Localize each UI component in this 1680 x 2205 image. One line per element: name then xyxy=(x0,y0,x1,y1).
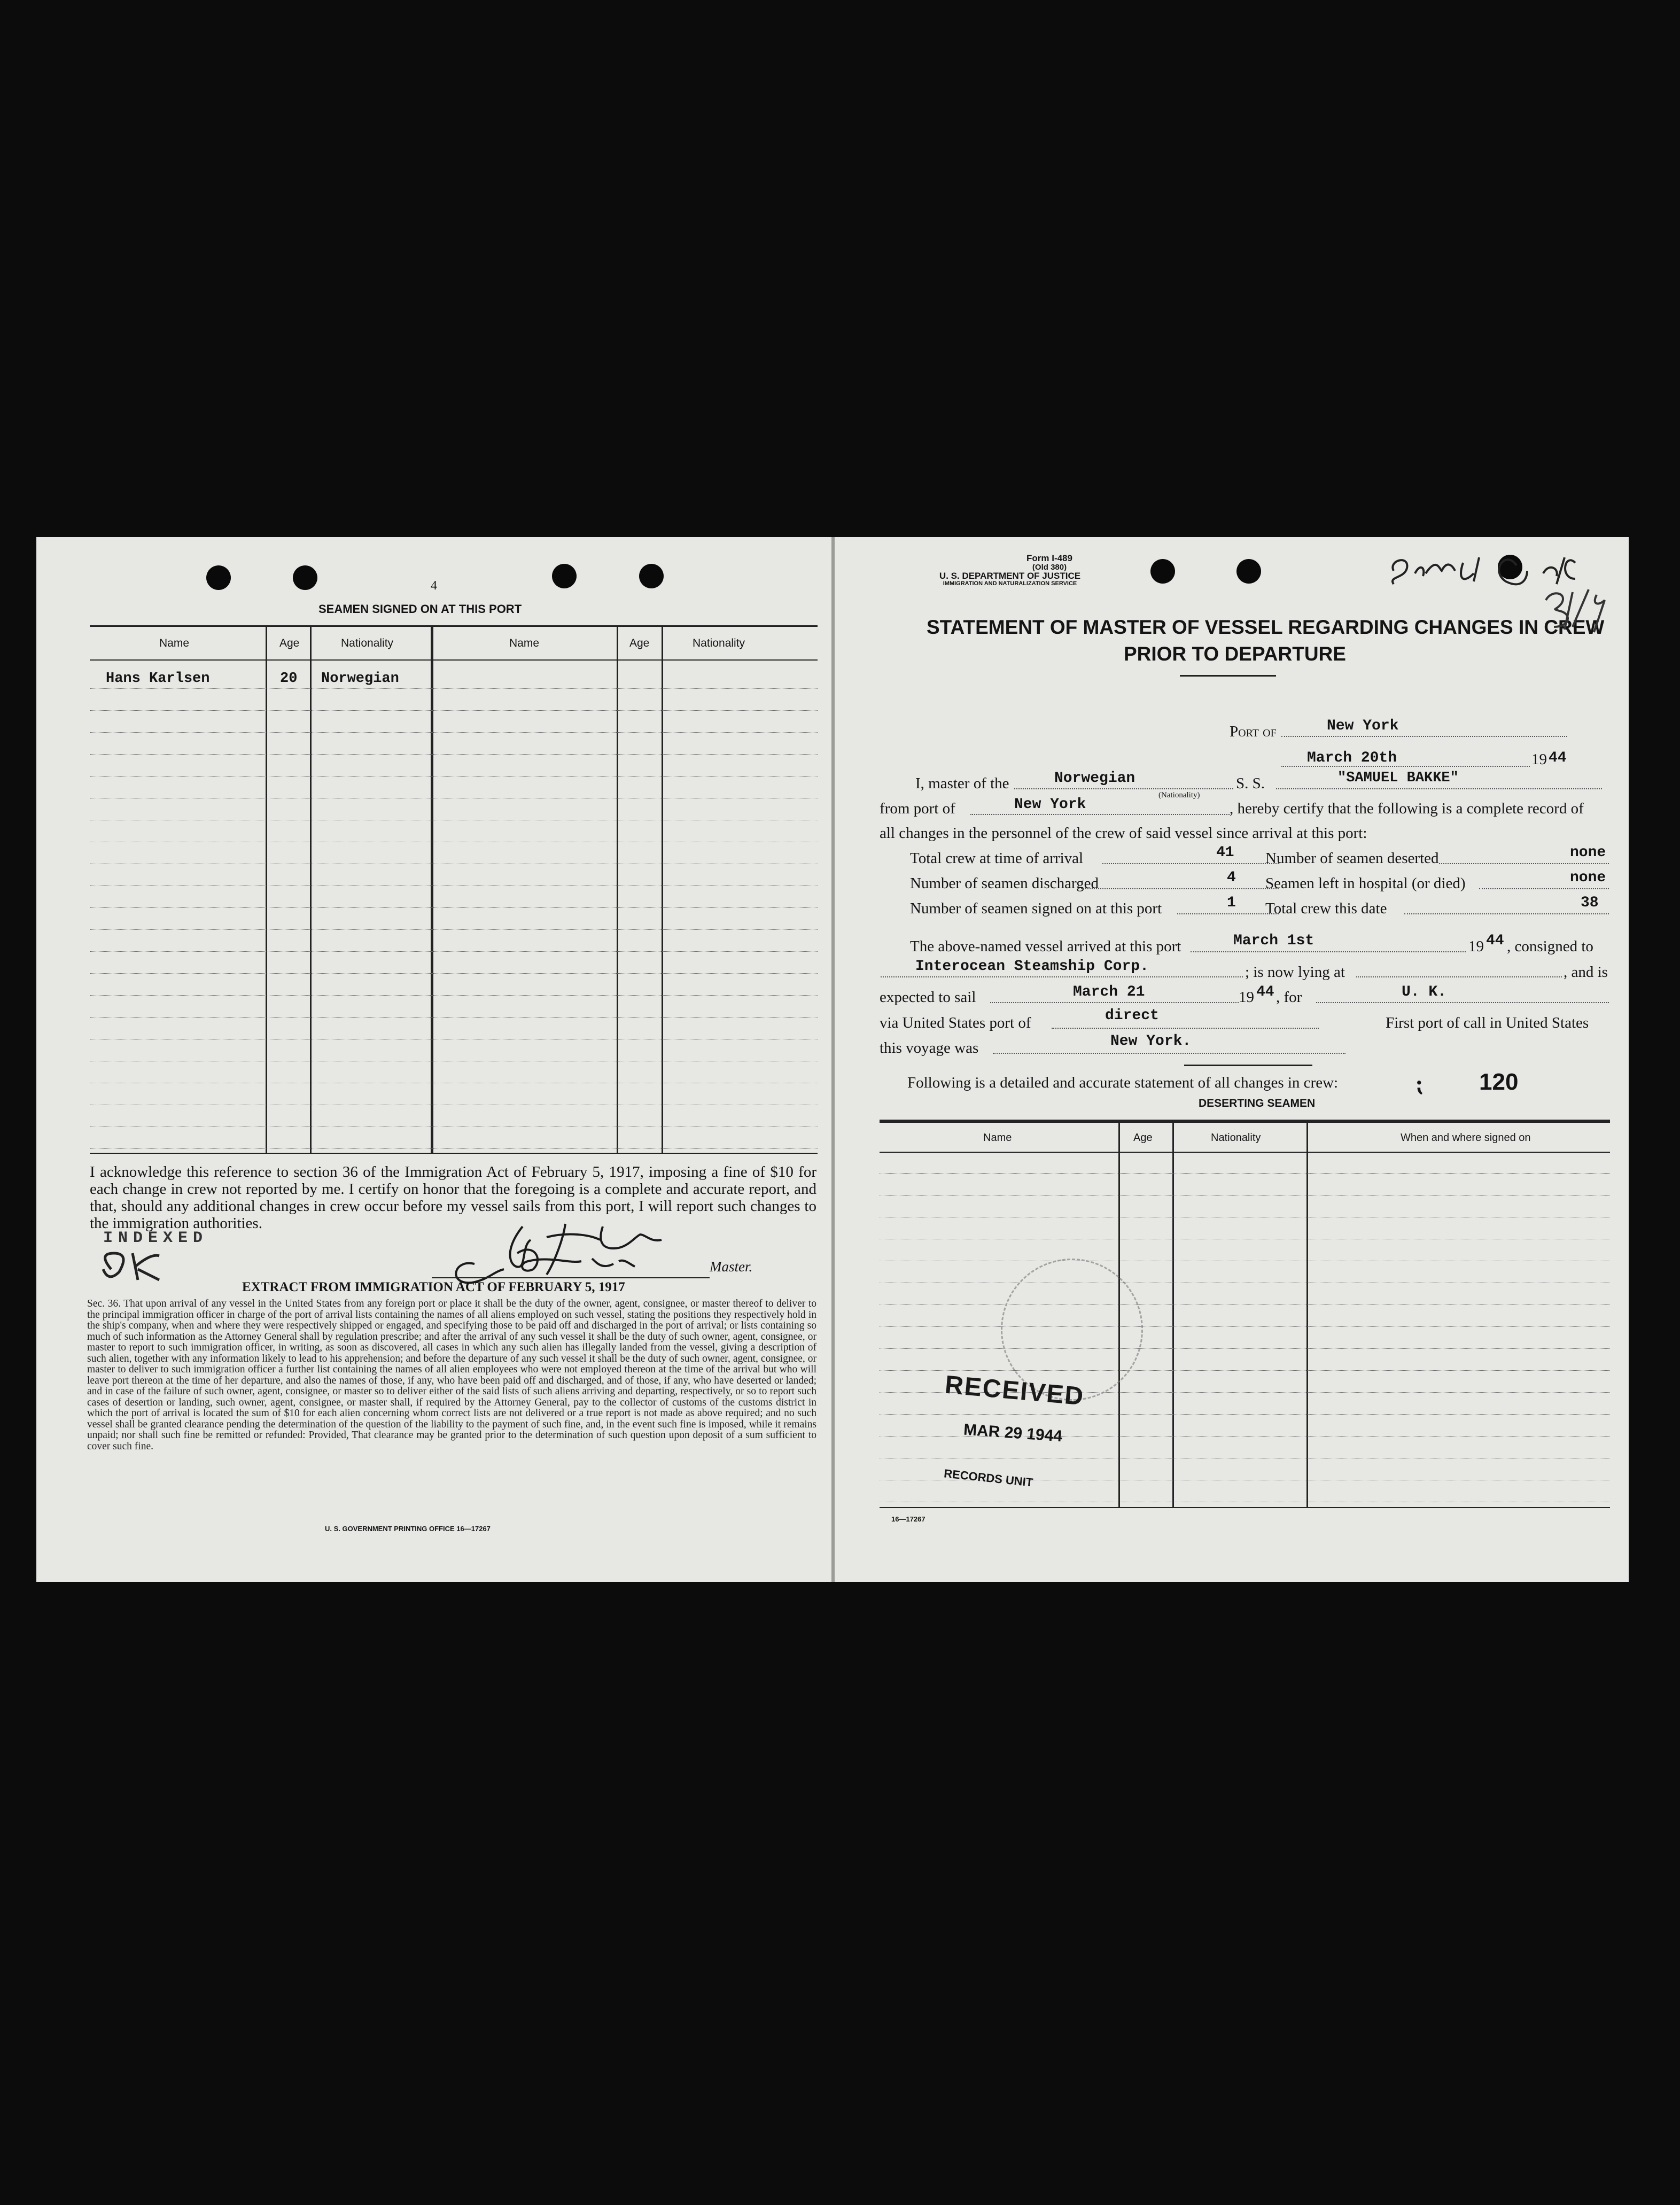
table-row-line xyxy=(90,907,818,908)
and-is-label: , and is xyxy=(1564,964,1608,981)
stat-label: Number of seamen signed on at this port xyxy=(910,900,1162,917)
punch-hole xyxy=(552,564,577,588)
stat-label: Number of seamen discharged xyxy=(910,875,1099,892)
master-signature xyxy=(442,1216,742,1285)
table-row-line xyxy=(90,1017,818,1018)
table-row-line xyxy=(90,929,818,930)
arrived-label: The above-named vessel arrived at this port xyxy=(910,938,1181,955)
consignee: Interocean Steamship Corp. xyxy=(915,958,1149,975)
column-header: Nationality xyxy=(693,637,745,649)
stat-label: Seamen left in hospital (or died) xyxy=(1265,875,1466,892)
ss-label: S. S. xyxy=(1236,775,1265,792)
sail-date: March 21 xyxy=(1073,984,1145,1000)
stat-label: Number of seamen deserted xyxy=(1265,850,1439,867)
table-row-line xyxy=(880,1370,1610,1371)
table-row-line xyxy=(880,1414,1610,1415)
certify-text-2: all changes in the personnel of the crew of said vessel since arrival at this port: xyxy=(880,825,1367,842)
seaman-nationality: Norwegian xyxy=(321,671,399,687)
arrived-year-prefix: 19 xyxy=(1468,938,1484,955)
column-header: Nationality xyxy=(1211,1132,1261,1144)
column-header: Age xyxy=(279,637,300,649)
sail-year: 44 xyxy=(1256,984,1274,1000)
seaman-age: 20 xyxy=(280,671,298,687)
column-header: Name xyxy=(509,637,540,649)
master-label: Master. xyxy=(710,1259,753,1275)
certify-text: , hereby certify that the following is a complete record of xyxy=(1230,800,1584,817)
table-row-line xyxy=(880,1348,1610,1349)
table-row-line xyxy=(90,973,818,974)
via-label: via United States port of xyxy=(880,1014,1031,1031)
destination: U. K. xyxy=(1402,984,1447,1000)
table-row-line xyxy=(90,776,818,777)
first-port-label: First port of call in United States xyxy=(1386,1014,1589,1031)
seaman-name: Hans Karlsen xyxy=(106,671,210,687)
from-port-label: from port of xyxy=(880,800,955,817)
form-title: STATEMENT OF MASTER OF VESSEL REGARDING CHANGES IN CREW xyxy=(927,616,1605,638)
table-row-line xyxy=(90,951,818,952)
stat-value: 41 xyxy=(1216,844,1234,861)
stat-value: 4 xyxy=(1227,869,1236,886)
department: U. S. DEPARTMENT OF JUSTICE xyxy=(939,571,1081,581)
table-row-line xyxy=(90,754,818,755)
ok-initials xyxy=(95,1248,218,1285)
consigned-label: , consigned to xyxy=(1507,938,1593,955)
voyage-label: this voyage was xyxy=(880,1039,979,1057)
column-header: Age xyxy=(629,637,650,649)
punch-hole xyxy=(639,564,664,588)
arrived-year: 44 xyxy=(1486,933,1504,949)
stat-label: Total crew this date xyxy=(1265,900,1387,917)
date-value: March 20th xyxy=(1307,750,1397,766)
following-label: Following is a detailed and accurate statement of all changes in crew: xyxy=(907,1074,1339,1091)
table-row-line xyxy=(90,1148,818,1149)
arrived-value: March 1st xyxy=(1233,933,1315,949)
stat-value: 38 xyxy=(1581,895,1599,911)
table-row-line xyxy=(880,1326,1610,1327)
sail-year-prefix: 19 xyxy=(1239,989,1254,1006)
table-row-line xyxy=(90,995,818,996)
printer-line: U. S. GOVERNMENT PRINTING OFFICE 16—17267 xyxy=(325,1525,491,1533)
form-subtitle: PRIOR TO DEPARTURE xyxy=(1124,643,1346,665)
extract-text: Sec. 36. That upon arrival of any vessel in the United States from any foreign port or place it shall be the duty of the owner, agent, consignee, or master thereof to deliver to the principal immigration officer in charge of the port of arrival lists containing the names of all aliens employed on such vessel, stating the positions they respectively hold in the ship's company, when and where they were respectively shipped or engaged, and specifying those to be paid off and discharged in the port of arrival; or lists containing so much of such information as the Attorney General shall by regulation prescribe; and after the arrival of any such vessel it shall be the duty of such owner, agent, consignee, or master to report to such immigration officer, in writing, as soon as discovered, all cases in which any such alien has illegally landed from the vessel, giving a description of such alien, together with any information likely to lead to his apprehension; and before the departure of any such vessel it shall be the duty of such owner, agent, consignee, or master to deliver to such immigration officer a further list containing the names of all alien employees who were not employed thereon at the time of the arrival but who will leave port thereon at the time of her departure, and also the names of those, if any, who have been paid off and discharged, and of those, if any, who have deserted or landed; and in case of the failure of such owner, agent, consignee, or master so to deliver either of the said lists of such aliens arriving and departing, respectively, or so to report such cases of desertion or landing, such owner, agent, consignee, or master shall, if required by the Attorney General, pay to the collector of customs of the customs district in which the port of arrival is located the sum of $10 for each alien concerning whom correct lists are not delivered or a true report is not made as above required; and no such vessel shall be granted clearance pending the determination of the question of the liability to the payment of such fine, and, in the event such fine is imposed, while it remains unpaid; nor shall such fine be remitted or refunded: Provided, That clearance may be granted prior to the determination of such question upon deposit of a sum sufficient to cover such fine. xyxy=(87,1298,816,1452)
service: IMMIGRATION AND NATURALIZATION SERVICE xyxy=(943,580,1077,587)
page-fold xyxy=(831,537,835,1582)
table-row-line xyxy=(90,732,818,733)
received-date: MAR 29 1944 xyxy=(963,1420,1063,1446)
stat-label: Total crew at time of arrival xyxy=(910,850,1084,867)
corner-signature xyxy=(1383,541,1639,638)
stat-value: none xyxy=(1570,844,1606,861)
from-port-value: New York xyxy=(1014,796,1086,813)
for-label: , for xyxy=(1276,989,1302,1006)
voyage-value: New York. xyxy=(1110,1033,1192,1050)
table-row-line xyxy=(880,1173,1610,1174)
section-title: SEAMEN SIGNED ON AT THIS PORT xyxy=(318,602,522,616)
column-header: Age xyxy=(1133,1132,1153,1144)
table-row-line xyxy=(90,688,818,689)
port-value: New York xyxy=(1327,718,1399,734)
column-header: When and where signed on xyxy=(1401,1132,1531,1144)
year-value: 44 xyxy=(1549,750,1567,766)
received-stamp: RECEIVED xyxy=(944,1370,1086,1411)
punch-hole xyxy=(1150,559,1175,584)
punch-hole xyxy=(206,565,231,590)
form-number: Form I-489 xyxy=(1026,553,1072,563)
column-header: Name xyxy=(983,1132,1012,1144)
page-number: 4 xyxy=(431,579,437,593)
deserting-title: DESERTING SEAMEN xyxy=(1199,1097,1316,1109)
handwritten-number: 120 xyxy=(1479,1069,1519,1095)
punch-hole xyxy=(293,565,317,590)
records-unit-stamp: RECORDS UNIT xyxy=(943,1466,1034,1489)
via-value: direct xyxy=(1105,1007,1159,1024)
vessel-name: "SAMUEL BAKKE" xyxy=(1337,770,1459,786)
punch-hole xyxy=(1236,559,1261,584)
column-header: Nationality xyxy=(341,637,394,649)
form-old: (Old 380) xyxy=(1032,563,1067,572)
lying-label: ; is now lying at xyxy=(1245,964,1345,981)
document-sheet xyxy=(36,537,1629,1582)
extract-title: EXTRACT FROM IMMIGRATION ACT OF FEBRUARY 5, 1917 xyxy=(242,1280,625,1294)
stat-value: none xyxy=(1570,869,1606,886)
master-of-label: I, master of the xyxy=(915,775,1009,792)
column-header: Name xyxy=(159,637,190,649)
pen-mark: ⁏ xyxy=(1417,1072,1425,1096)
table-row-line xyxy=(90,710,818,711)
year-prefix: 19 xyxy=(1531,751,1547,768)
bottom-code: 16—17267 xyxy=(891,1515,925,1523)
nationality-value: Norwegian xyxy=(1054,770,1135,787)
stat-value: 1 xyxy=(1227,895,1236,911)
expected-label: expected to sail xyxy=(880,989,976,1006)
nationality-caption: (Nationality) xyxy=(1158,791,1200,799)
acknowledgement-text: I acknowledge this reference to section 36 of the Immigration Act of February 5, 1917, imposing a fine of $10 for each change in crew not reported by me. I certify on honor that the foregoing is a complete and accurate report, and that, should any additional changes in crew occur before my vessel sails from this port, I will report such changes to the immigration authorities. xyxy=(90,1163,816,1232)
port-label: Port of xyxy=(1230,723,1277,740)
indexed-stamp: INDEXED xyxy=(103,1229,208,1247)
